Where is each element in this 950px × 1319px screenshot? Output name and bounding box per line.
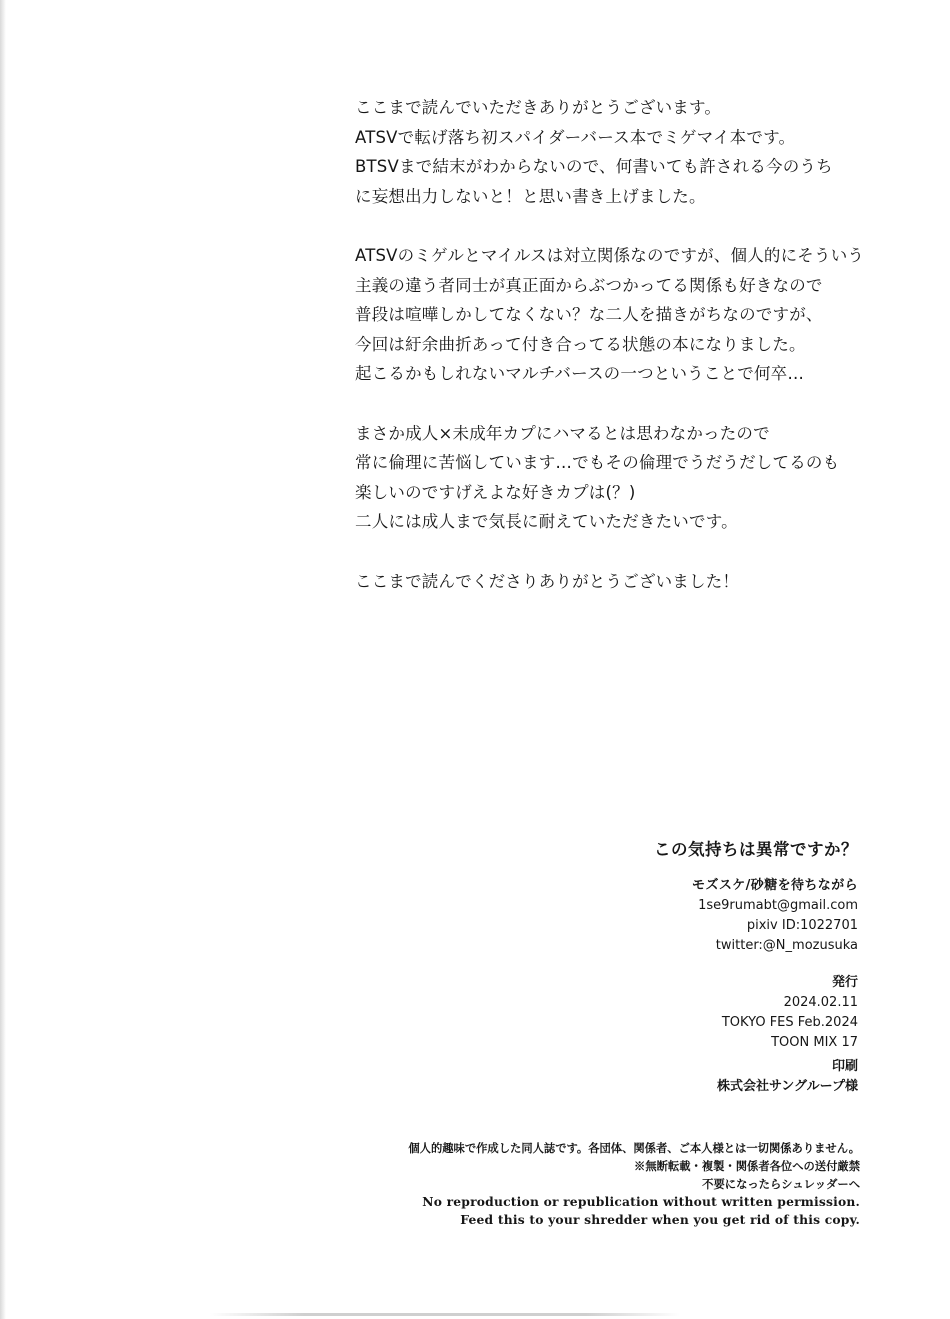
afterword-line: 楽しいのですげえよな好きカプは(？) — [355, 482, 636, 502]
page-bottom-edge — [210, 1313, 680, 1316]
notice-line-shredder-en: Feed this to your shredder when you get rid of this copy. — [460, 1212, 860, 1227]
afterword-line: ここまで読んでくださりありがとうございました！ — [355, 571, 740, 591]
author-contact — [654, 876, 858, 956]
afterword — [355, 93, 915, 626]
afterword-line: ATSVで転げ落ち初スパイダーバース本でミゲマイ本です。 — [355, 127, 796, 147]
afterword-line: 普段は喧嘩しかしてなくない？な二人を描きがちなのですが、 — [355, 305, 823, 325]
author-pixiv: pixiv ID:1022701 — [746, 918, 858, 933]
notice-line-no-repost: ※無断転載・複製・関係者各位への送付厳禁 — [634, 1159, 860, 1173]
issue-date: 2024.02.11 — [783, 995, 858, 1010]
afterword-paragraph-4 — [355, 567, 915, 597]
event-sub-name: TOON MIX 17 — [771, 1035, 858, 1050]
event-name: TOKYO FES Feb.2024 — [721, 1015, 858, 1030]
notice-line-shredder-jp: 不要になったらシュレッダーへ — [702, 1177, 860, 1191]
printer-name: 株式会社サングループ様 — [716, 1079, 858, 1094]
afterword-line: 二人には成人まで気長に耐えていただきたいです。 — [355, 512, 738, 532]
notice-line-no-reproduction: No reproduction or republication without written permission. — [422, 1194, 860, 1209]
author-twitter: twitter:@N_mozusuka — [715, 938, 858, 953]
afterword-line: BTSVまで結末がわからないので、何書いても許される今のうち — [355, 157, 833, 177]
notice-line-fanwork: 個人的趣味で作成した同人誌です。各団体、関係者、ご本人様とは一切関係ありません。 — [408, 1141, 860, 1155]
print-label: 印刷 — [831, 1059, 858, 1074]
page-gutter-shadow — [0, 0, 6, 1319]
author-name: モズスケ/砂糖を待ちながら — [692, 878, 858, 893]
publication-info — [654, 973, 858, 1053]
printer-info — [654, 1057, 858, 1097]
afterword-paragraph-1 — [355, 93, 915, 211]
afterword-line: 今回は紆余曲折あって付き合ってる状態の本になりました。 — [355, 334, 806, 354]
legal-notice — [408, 1139, 860, 1229]
issued-label: 発行 — [831, 975, 858, 990]
afterword-line: ここまで読んでいただきありがとうございます。 — [355, 98, 722, 117]
afterword-line: に妄想出力しないと！と思い書き上げました。 — [355, 186, 706, 206]
afterword-paragraph-2 — [355, 241, 915, 389]
afterword-line: まさか成人×未成年カプにハマるとは思わなかったので — [355, 423, 770, 443]
author-email: 1se9rumabt@gmail.com — [698, 898, 858, 913]
book-title: この気持ちは異常ですか？ — [654, 840, 858, 859]
colophon — [654, 838, 858, 1097]
afterword-paragraph-3 — [355, 419, 915, 537]
afterword-line: ATSVのミゲルとマイルスは対立関係なのですが、個人的にそういう — [355, 245, 865, 265]
afterword-line: 主義の違う者同士が真正面からぶつかってる関係も好きなので — [355, 275, 823, 295]
afterword-line: 常に倫理に苦悩しています…でもその倫理でうだうだしてるのも — [355, 453, 840, 473]
afterword-line: 起こるかもしれないマルチバースの一つということで何卒… — [355, 364, 805, 384]
